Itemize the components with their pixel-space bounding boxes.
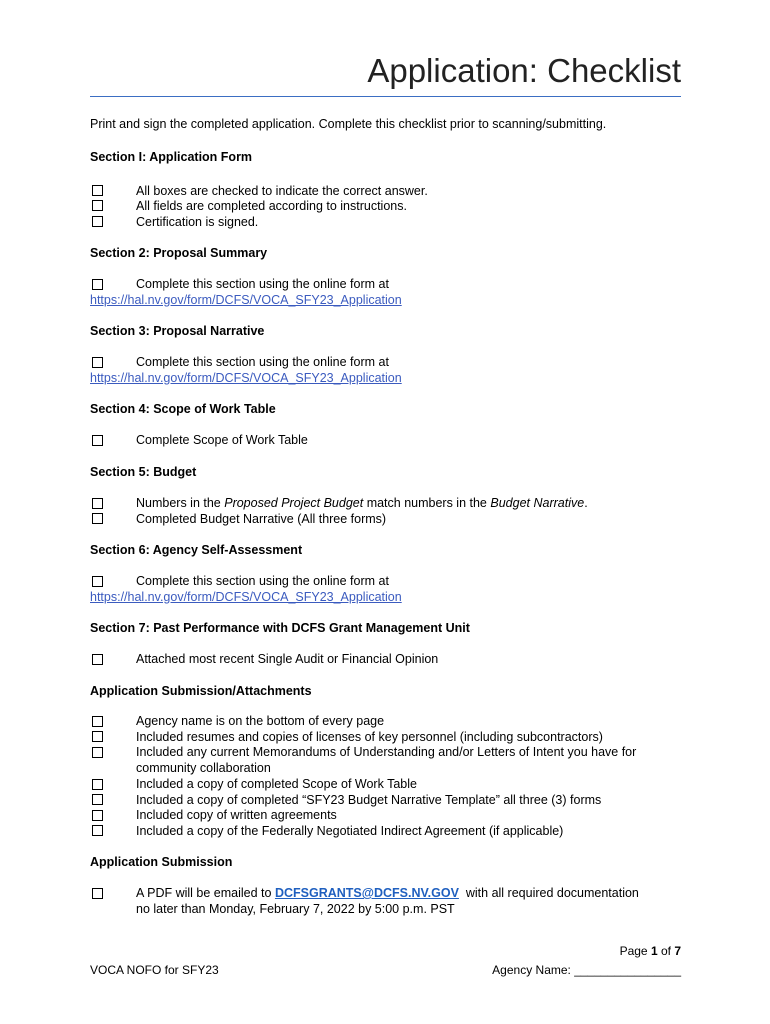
checkbox[interactable] — [92, 810, 103, 821]
submission-heading: Application Submission — [90, 855, 233, 869]
checklist-item: Included resumes and copies of licenses of key personnel (including subcontractors) — [136, 730, 603, 744]
checklist-item: Included any current Memorandums of Understanding and/or Letters of Intent you have for — [136, 745, 637, 759]
checklist-item: Numbers in the Proposed Project Budget match numbers in the Budget Narrative. — [136, 496, 588, 510]
attachments-heading: Application Submission/Attachments — [90, 684, 312, 698]
checkbox[interactable] — [92, 200, 103, 211]
title-divider — [90, 96, 681, 97]
checkbox[interactable] — [92, 279, 103, 290]
footer-doc-name: VOCA NOFO for SFY23 — [90, 963, 219, 977]
online-form-link[interactable]: https://hal.nv.gov/form/DCFS/VOCA_SFY23_Application — [90, 293, 402, 307]
checkbox[interactable] — [92, 794, 103, 805]
page-title: Application: Checklist — [367, 52, 681, 89]
checklist-item: Included a copy of completed “SFY23 Budget Narrative Template” all three (3) forms — [136, 793, 602, 807]
checklist-item: Complete this section using the online form at — [136, 574, 389, 588]
checkbox[interactable] — [92, 513, 103, 524]
checklist-item: Complete Scope of Work Table — [136, 433, 308, 447]
checkbox[interactable] — [92, 747, 103, 758]
checklist-item: All boxes are checked to indicate the correct answer. — [136, 184, 428, 198]
checkbox[interactable] — [92, 357, 103, 368]
checklist-item: Included copy of written agreements — [136, 808, 337, 822]
checklist-item: Complete this section using the online form at — [136, 277, 389, 291]
checklist-item: Included a copy of the Federally Negotiated Indirect Agreement (if applicable) — [136, 824, 564, 838]
checklist-item: A PDF will be emailed to DCFSGRANTS@DCFS.NV.GOV with all required documentation — [136, 886, 639, 900]
section-6-heading: Section 6: Agency Self-Assessment — [90, 543, 303, 557]
checkbox[interactable] — [92, 576, 103, 587]
section-2-heading: Section 2: Proposal Summary — [90, 246, 268, 260]
checklist-item: Included a copy of completed Scope of Work Table — [136, 777, 417, 791]
checkbox[interactable] — [92, 731, 103, 742]
checkbox[interactable] — [92, 716, 103, 727]
checkbox[interactable] — [92, 185, 103, 196]
checkbox[interactable] — [92, 216, 103, 227]
online-form-link[interactable]: https://hal.nv.gov/form/DCFS/VOCA_SFY23_Application — [90, 590, 402, 604]
section-7-heading: Section 7: Past Performance with DCFS Grant Management Unit — [90, 621, 470, 635]
checkbox[interactable] — [92, 435, 103, 446]
checklist-item: Certification is signed. — [136, 215, 259, 229]
checklist-item: Complete this section using the online form at — [136, 355, 389, 369]
checklist-item: no later than Monday, February 7, 2022 by 5:00 p.m. PST — [136, 902, 455, 916]
footer-agency-name: Agency Name: ________________ — [492, 963, 681, 977]
checklist-item: All fields are completed according to instructions. — [136, 199, 407, 213]
page-number: Page 1 of 7 — [619, 944, 681, 958]
checkbox[interactable] — [92, 888, 103, 899]
checkbox[interactable] — [92, 779, 103, 790]
online-form-link[interactable]: https://hal.nv.gov/form/DCFS/VOCA_SFY23_Application — [90, 371, 402, 385]
checklist-item: Attached most recent Single Audit or Financial Opinion — [136, 652, 439, 666]
section-1-heading: Section I: Application Form — [90, 150, 253, 164]
checkbox[interactable] — [92, 654, 103, 665]
checklist-item: Agency name is on the bottom of every page — [136, 714, 385, 728]
intro-text: Print and sign the completed application. Complete this checklist prior to scanning/submitting. — [90, 117, 607, 131]
checkbox[interactable] — [92, 825, 103, 836]
checkbox[interactable] — [92, 498, 103, 509]
section-5-heading: Section 5: Budget — [90, 465, 197, 479]
section-4-heading: Section 4: Scope of Work Table — [90, 402, 276, 416]
checklist-item: community collaboration — [136, 761, 271, 775]
section-3-heading: Section 3: Proposal Narrative — [90, 324, 265, 338]
email-link[interactable]: DCFSGRANTS@DCFS.NV.GOV — [274, 886, 459, 900]
checklist-item: Completed Budget Narrative (All three forms) — [136, 512, 387, 526]
